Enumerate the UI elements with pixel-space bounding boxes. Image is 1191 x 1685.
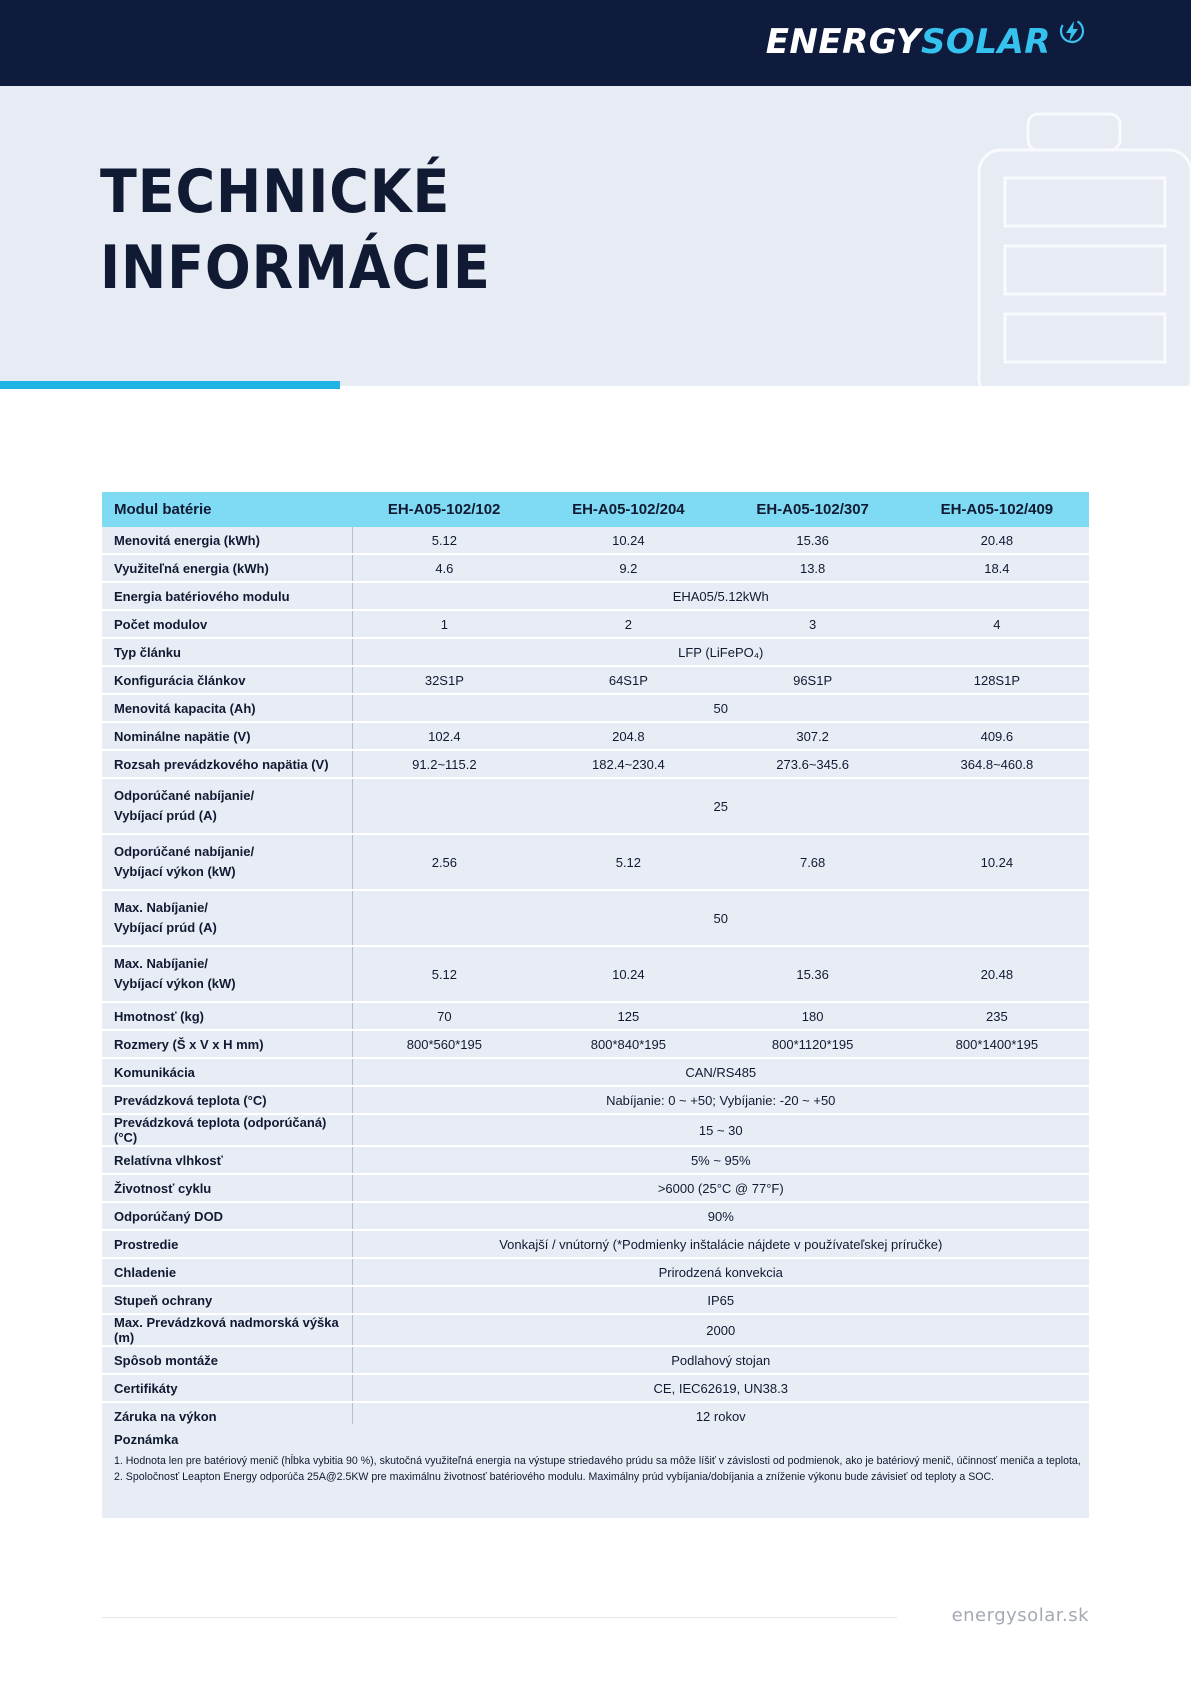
- row-label: [102, 1346, 352, 1374]
- table-row: [102, 1314, 1089, 1346]
- row-label: [102, 527, 352, 554]
- row-value: 4.6: [352, 554, 536, 582]
- row-value: 12 rokov: [352, 1402, 1089, 1430]
- row-value: IP65: [352, 1286, 1089, 1314]
- table-row: [102, 1174, 1089, 1202]
- lightning-bolt-icon: [1057, 16, 1087, 46]
- row-label-line: Rozmery (Š x V x H mm): [114, 1036, 264, 1052]
- row-value: 20.48: [905, 527, 1089, 554]
- footer-divider: [102, 1617, 897, 1618]
- row-value: 2000: [352, 1314, 1089, 1346]
- row-label: [102, 1058, 352, 1086]
- row-value: Vonkajší / vnútorný (*Podmienky inštalácie nájdete v používateľskej príručke): [352, 1230, 1089, 1258]
- row-label-line: Využiteľná energia (kWh): [114, 560, 269, 576]
- row-label-line: Rozsah prevádzkového napätia (V): [114, 756, 329, 772]
- row-value: EHA05/5.12kWh: [352, 582, 1089, 610]
- row-label-line: Typ článku: [114, 644, 181, 660]
- top-bar: [0, 0, 1191, 86]
- row-label-line: Konfigurácia článkov: [114, 672, 246, 688]
- spec-table-header: [102, 492, 1089, 527]
- row-value: 18.4: [905, 554, 1089, 582]
- header-cell-model: EH-A05-102/409: [905, 492, 1089, 527]
- row-value: 409.6: [905, 722, 1089, 750]
- table-row: [102, 666, 1089, 694]
- row-value: 91.2~115.2: [352, 750, 536, 778]
- row-value: >6000 (25°C @ 77°F): [352, 1174, 1089, 1202]
- row-label: [102, 554, 352, 582]
- row-label-line: Spôsob montáže: [114, 1352, 219, 1368]
- table-row: [102, 1002, 1089, 1030]
- row-value: 2.56: [352, 834, 536, 890]
- row-value: 50: [352, 890, 1089, 946]
- row-value: 90%: [352, 1202, 1089, 1230]
- row-value: 5% ~ 95%: [352, 1146, 1089, 1174]
- row-label: [102, 1030, 352, 1058]
- row-label: [102, 1230, 352, 1258]
- row-value: 70: [352, 1002, 536, 1030]
- table-row: [102, 834, 1089, 890]
- row-value: 15 ~ 30: [352, 1114, 1089, 1146]
- row-value: 364.8~460.8: [905, 750, 1089, 778]
- table-row: [102, 554, 1089, 582]
- row-value: CAN/RS485: [352, 1058, 1089, 1086]
- row-label-line: Odporúčané nabíjanie/: [114, 788, 255, 803]
- row-label: [102, 1086, 352, 1114]
- table-row: [102, 1374, 1089, 1402]
- row-value: 9.2: [536, 554, 720, 582]
- row-label-line: Max. Nabíjanie/: [114, 956, 208, 971]
- spec-table-body: [102, 527, 1089, 1430]
- row-value: 10.24: [536, 527, 720, 554]
- table-row: [102, 582, 1089, 610]
- table-row: [102, 694, 1089, 722]
- row-label-line: Stupeň ochrany: [114, 1292, 213, 1308]
- row-value: CE, IEC62619, UN38.3: [352, 1374, 1089, 1402]
- row-label: [102, 582, 352, 610]
- row-label: [102, 1002, 352, 1030]
- row-label: [102, 890, 352, 946]
- table-row: [102, 1030, 1089, 1058]
- row-value: Nabíjanie: 0 ~ +50; Vybíjanie: -20 ~ +50: [352, 1086, 1089, 1114]
- hero-banner: [0, 86, 1191, 386]
- table-row: [102, 1286, 1089, 1314]
- page-title-line-1: TECHNICKÉ: [100, 157, 451, 227]
- header-cell-model: EH-A05-102/204: [536, 492, 720, 527]
- header-cell-model: EH-A05-102/307: [721, 492, 905, 527]
- table-row: [102, 1086, 1089, 1114]
- row-label: [102, 1314, 352, 1346]
- row-label: [102, 946, 352, 1002]
- footer-website-link[interactable]: energysolar.sk: [951, 1605, 1089, 1626]
- table-row: [102, 638, 1089, 666]
- header-cell-model: EH-A05-102/102: [352, 492, 536, 527]
- row-label: [102, 750, 352, 778]
- row-label-line: Max. Nabíjanie/: [114, 900, 208, 915]
- row-value: 96S1P: [721, 666, 905, 694]
- row-label: [102, 1258, 352, 1286]
- logo-word-energy: ENERGY: [765, 22, 921, 62]
- row-value: 32S1P: [352, 666, 536, 694]
- row-label: [102, 1374, 352, 1402]
- row-value: 3: [721, 610, 905, 638]
- row-label-line: Relatívna vlhkosť: [114, 1152, 223, 1168]
- row-label: [102, 1114, 352, 1146]
- table-row: [102, 750, 1089, 778]
- row-value: 4: [905, 610, 1089, 638]
- row-value: 15.36: [721, 946, 905, 1002]
- page-title-line-2: INFORMÁCIE: [100, 233, 491, 303]
- table-row: [102, 527, 1089, 554]
- row-value: 7.68: [721, 834, 905, 890]
- table-row: [102, 1230, 1089, 1258]
- row-label-line: Nominálne napätie (V): [114, 728, 251, 744]
- note-line-1: 1. Hodnota len pre batériový menič (hĺbka vybitia 90 %), skutočná využiteľná energia na výstupe striedavého prúdu sa môže líšiť v závislosti od podmienok, ako je batériový menič, účinnosť meniča a teplota,: [114, 1455, 1081, 1467]
- row-label-line: Max. Prevádzková nadmorská výška (m): [114, 1315, 339, 1345]
- battery-outline-icon: [971, 106, 1191, 386]
- note-line-2: 2. Spoločnosť Leapton Energy odporúča 25A@2.5KW pre maximálnu životnosť batériového modulu. Maximálny prúd vybíjania/dobíjania a zníženie výkonu bude závisieť od teploty a SOC.: [114, 1471, 995, 1483]
- row-label-line: Komunikácia: [114, 1064, 195, 1080]
- row-value: Prirodzená konvekcia: [352, 1258, 1089, 1286]
- row-label: [102, 694, 352, 722]
- table-row: [102, 610, 1089, 638]
- row-value: 5.12: [536, 834, 720, 890]
- row-value: 204.8: [536, 722, 720, 750]
- logo-word-solar: SOLAR: [920, 22, 1051, 62]
- row-value: 307.2: [721, 722, 905, 750]
- row-label-line: Počet modulov: [114, 616, 208, 632]
- row-value: 128S1P: [905, 666, 1089, 694]
- row-value: 102.4: [352, 722, 536, 750]
- row-value: 180: [721, 1002, 905, 1030]
- row-label-line: Vybíjací výkon (kW): [114, 976, 236, 991]
- row-label: [102, 1202, 352, 1230]
- row-value: 15.36: [721, 527, 905, 554]
- row-value: 800*840*195: [536, 1030, 720, 1058]
- table-row: [102, 1258, 1089, 1286]
- row-label: [102, 778, 352, 834]
- header-cell-label: Modul batérie: [102, 492, 352, 527]
- accent-bar: [0, 381, 340, 389]
- row-label-line: Menovitá energia (kWh): [114, 532, 260, 548]
- notes-box: [102, 1424, 1089, 1518]
- spec-table: [102, 492, 1089, 1431]
- row-value: 800*560*195: [352, 1030, 536, 1058]
- row-label: [102, 666, 352, 694]
- row-value: LFP (LiFePO₄): [352, 638, 1089, 666]
- row-label-line: Prostredie: [114, 1236, 179, 1252]
- row-value: 800*1400*195: [905, 1030, 1089, 1058]
- row-label: [102, 610, 352, 638]
- row-value: 64S1P: [536, 666, 720, 694]
- row-value: 10.24: [536, 946, 720, 1002]
- row-label: [102, 1146, 352, 1174]
- row-label: [102, 722, 352, 750]
- row-label: [102, 834, 352, 890]
- table-row: [102, 1058, 1089, 1086]
- row-value: 5.12: [352, 946, 536, 1002]
- row-label-line: Prevádzková teplota (odporúčaná) (°C): [114, 1115, 327, 1145]
- row-value: Podlahový stojan: [352, 1346, 1089, 1374]
- page-title: [100, 154, 491, 306]
- row-value: 2: [536, 610, 720, 638]
- notes-title: Poznámka: [114, 1432, 179, 1447]
- row-label: [102, 638, 352, 666]
- row-value: 25: [352, 778, 1089, 834]
- table-row: [102, 946, 1089, 1002]
- row-label-line: Prevádzková teplota (°C): [114, 1092, 267, 1108]
- row-value: 273.6~345.6: [721, 750, 905, 778]
- table-row: [102, 1346, 1089, 1374]
- table-row: [102, 778, 1089, 834]
- row-value: 800*1120*195: [721, 1030, 905, 1058]
- row-label: [102, 1174, 352, 1202]
- row-label: [102, 1286, 352, 1314]
- table-row: [102, 1114, 1089, 1146]
- row-value: 50: [352, 694, 1089, 722]
- row-label-line: Hmotnosť (kg): [114, 1008, 204, 1024]
- row-value: 182.4~230.4: [536, 750, 720, 778]
- row-label-line: Vybíjací prúd (A): [114, 808, 217, 823]
- row-label-line: Odporúčané nabíjanie/: [114, 844, 255, 859]
- row-value: 20.48: [905, 946, 1089, 1002]
- table-row: [102, 890, 1089, 946]
- table-row: [102, 1202, 1089, 1230]
- row-label-line: Vybíjací výkon (kW): [114, 864, 236, 879]
- table-row: [102, 722, 1089, 750]
- row-value: 10.24: [905, 834, 1089, 890]
- row-value: 13.8: [721, 554, 905, 582]
- row-value: 5.12: [352, 527, 536, 554]
- row-label-line: Chladenie: [114, 1264, 177, 1280]
- brand-logo: [766, 22, 1051, 62]
- row-label-line: Energia batériového modulu: [114, 588, 290, 604]
- row-label-line: Menovitá kapacita (Ah): [114, 700, 256, 716]
- table-row: [102, 1146, 1089, 1174]
- row-label-line: Životnosť cyklu: [114, 1180, 212, 1196]
- row-label-line: Vybíjací prúd (A): [114, 920, 217, 935]
- row-value: 1: [352, 610, 536, 638]
- row-label-line: Certifikáty: [114, 1380, 178, 1396]
- row-label-line: Záruka na výkon: [114, 1408, 217, 1424]
- row-value: 125: [536, 1002, 720, 1030]
- row-label-line: Odporúčaný DOD: [114, 1208, 224, 1224]
- row-value: 235: [905, 1002, 1089, 1030]
